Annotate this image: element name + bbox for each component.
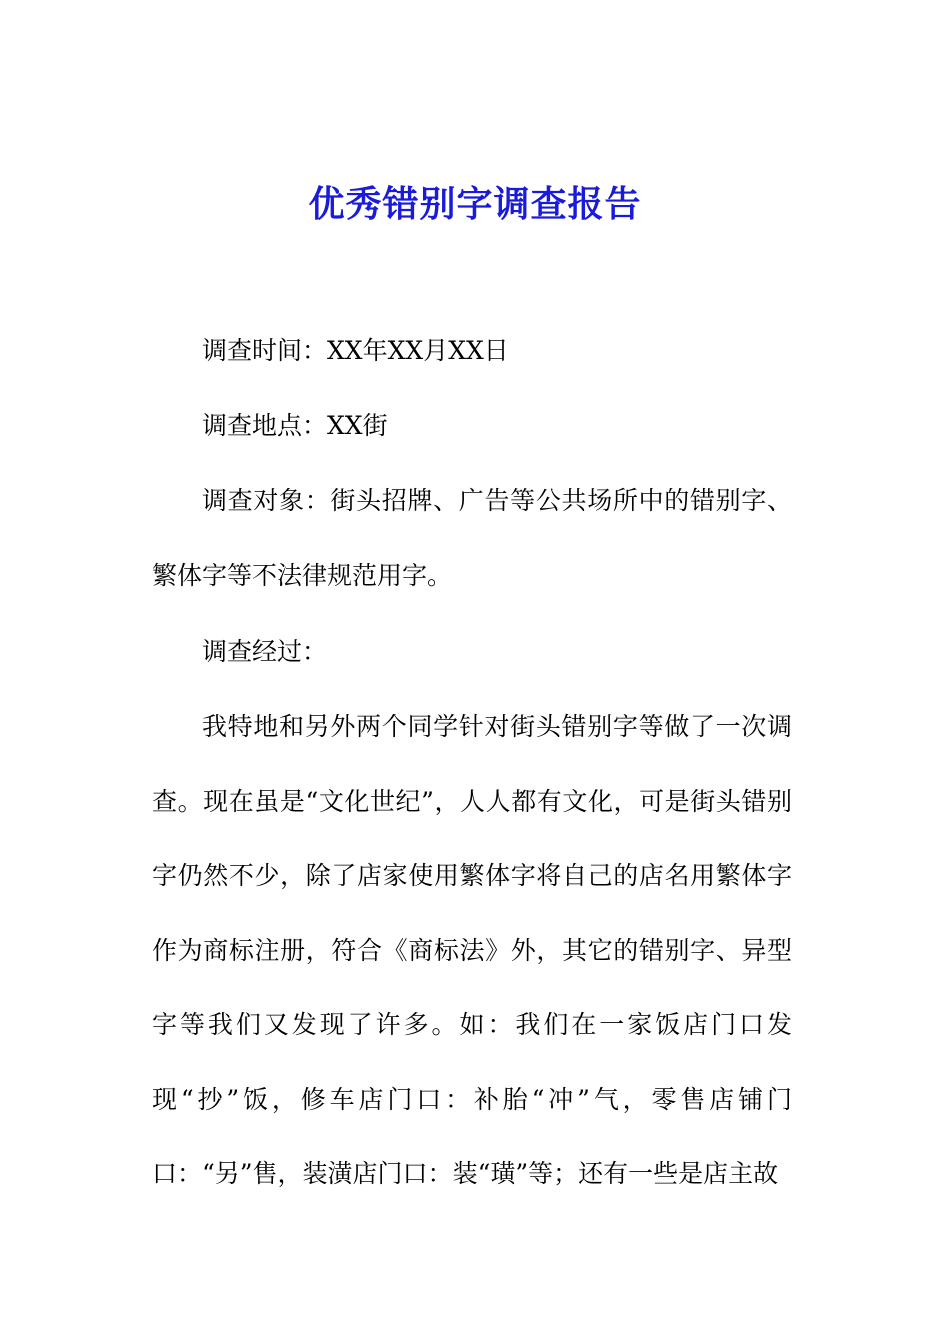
document-body: [152, 332, 792, 1212]
document-title: 优秀错别字调查报告: [308, 183, 642, 225]
survey-process-heading: 调查经过：: [202, 637, 328, 666]
survey-process-paragraph: 我特地和另外两个同学针对街头错别字等做了一次调查。现在虽是“文化世纪”，人人都有文化，可是街头错别字仍然不少，除了店家使用繁体字将自己的店名用繁体字作为商标注册，符合《商标法》外，其它的错别字、异型字等我们又发现了许多。如：我们在一家饭店门口发现“抄”饭，修车店门口：补胎“冲”气，零售店铺门口：“另”售，装潢店门口：装“璜”等；还有一些是店主故: [152, 712, 792, 1188]
survey-location-paragraph: 调查地点：XX街: [202, 411, 388, 440]
survey-time-paragraph: 调查时间：XX年XX月XX日: [202, 336, 509, 365]
survey-subject-paragraph: 调查对象：街头招牌、广告等公共场所中的错别字、繁体字等不法律规范用字。: [152, 486, 792, 590]
